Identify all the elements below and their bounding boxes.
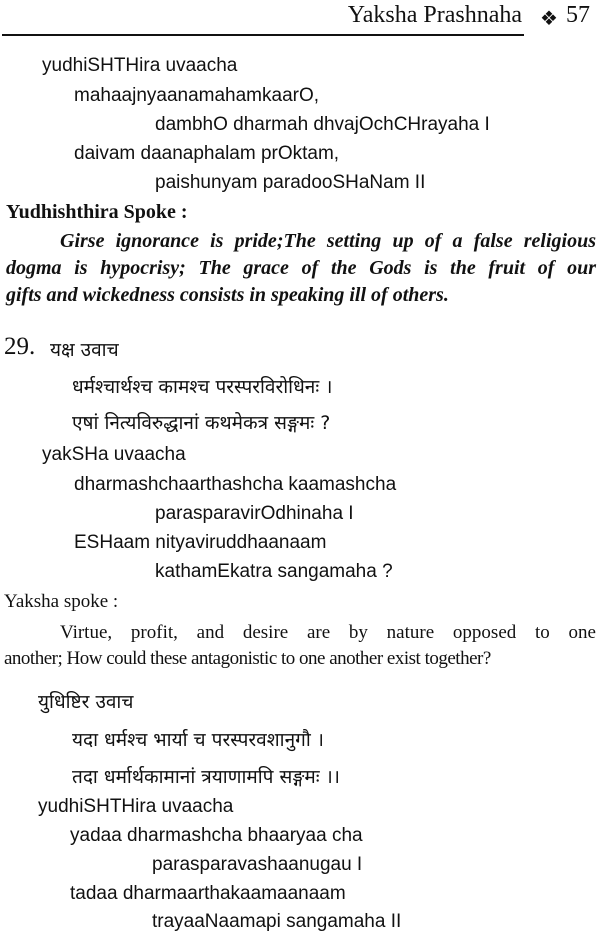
verse-line: parasparavirOdhinaha I <box>155 503 354 524</box>
verse-line: paishunyam paradooSHaNam II <box>155 172 426 193</box>
running-title: Yaksha Prashnaha <box>347 2 522 28</box>
translation-line: Girse ignorance is pride;The setting up of a false religious <box>60 230 596 252</box>
verse-line: ESHaam nityaviruddhaanaam <box>74 532 327 553</box>
page-number: 57 <box>566 2 590 28</box>
translation-heading: Yaksha spoke : <box>4 591 119 612</box>
page-header <box>0 0 600 40</box>
speaker-line: yakSHa uvaacha <box>42 444 186 465</box>
devanagari-line: धर्मश्चार्थश्च कामश्च परस्परविरोधिनः । <box>72 376 333 398</box>
translation-heading: Yudhishthira Spoke : <box>6 201 188 223</box>
verse-line: tadaa dharmaarthakaamaanaam <box>70 883 346 904</box>
verse-heading-devanagari: यक्ष उवाच <box>50 339 119 361</box>
verse-heading-devanagari: युधिष्टिर उवाच <box>38 691 134 713</box>
translation-line: gifts and wickedness consists in speaking ill of others. <box>6 284 449 306</box>
verse-line: dharmashchaarthashcha kaamashcha <box>74 474 397 495</box>
translation-line: dogma is hypocrisy; The grace of the Gods is the fruit of our <box>6 257 596 279</box>
verse-line: yadaa dharmashcha bhaaryaa cha <box>70 825 363 846</box>
translation-line: Virtue, profit, and desire are by nature opposed to one <box>60 622 596 643</box>
translation-line: another; How could these antagonistic to one another exist together? <box>4 648 491 669</box>
verse-number: 29. <box>4 333 36 360</box>
verse-line: mahaajnyaanamahamkaarO, <box>74 85 320 106</box>
devanagari-line: तदा धर्मार्थकामानां त्रयाणामपि सङ्गमः ।। <box>72 766 341 788</box>
diamond-bullet-icon: ❖ <box>540 6 558 30</box>
speaker-line: yudhiSHTHira uvaacha <box>38 796 234 817</box>
devanagari-line: यदा धर्मश्च भार्या च परस्परवशानुगौ । <box>72 729 324 751</box>
speaker-line: yudhiSHTHira uvaacha <box>42 55 238 76</box>
verse-line: parasparavashaanugau I <box>152 854 363 875</box>
verse-line: daivam daanaphalam prOktam, <box>74 143 340 164</box>
header-rule <box>2 34 524 36</box>
verse-line: kathamEkatra sangamaha ? <box>155 561 393 582</box>
verse-line: trayaaNaamapi sangamaha II <box>152 911 402 932</box>
devanagari-line: एषां नित्यविरुद्धानां कथमेकत्र सङ्गमः ? <box>72 412 331 434</box>
verse-line: dambhO dharmah dhvajOchCHrayaha I <box>155 114 490 135</box>
